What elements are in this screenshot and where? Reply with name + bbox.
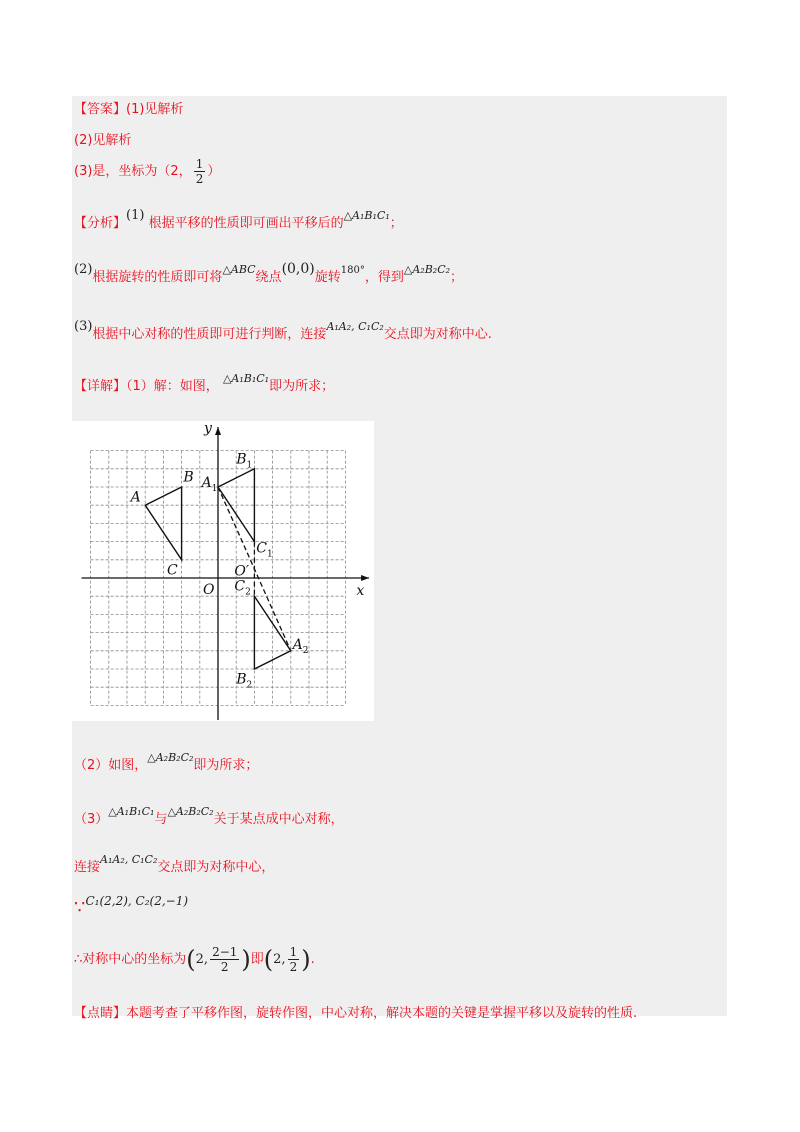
detail-line-1: 【详解】（1）解：如图， $^{\triangle A_1B_1C_1}$即为所求； xyxy=(74,372,335,394)
comment-tag: 【点睛】 xyxy=(74,1006,127,1021)
analysis-tag: 【分析】 xyxy=(74,216,127,231)
coordinate-figure xyxy=(72,421,374,721)
analysis-line-1: 【分析】(1) 根据平移的性质即可画出平移后的$^{\triangle A_1B_1C_1}$； xyxy=(74,208,403,231)
detail-line-6: ∴对称中心的坐标为(2, $\frac{2-1}{2}$ )即(2, $\frac{1}{2}$ ). xyxy=(74,945,315,974)
label-y: y xyxy=(204,421,212,437)
x-axis-arrow xyxy=(361,575,369,581)
label-b1: $B_1$ xyxy=(236,451,253,471)
label-c2: $C_2$ xyxy=(234,578,251,598)
label-c: C xyxy=(167,562,178,579)
detail-line-4: 连接$^{A_1A_2, C_1C_2}$交点即为对称中心， xyxy=(74,853,275,875)
label-origin: O xyxy=(203,582,215,598)
analysis-line-3: (3)根据中心对称的性质即可进行判断，连接$^{A_1A_2, C_1C_2}$交点即为对称中心. xyxy=(74,319,492,342)
label-a: A xyxy=(130,489,141,506)
answer-part-3: (3)是，坐标为（2， xyxy=(74,164,192,179)
detail-tag: 【详解】 xyxy=(74,379,127,394)
label-x: x xyxy=(356,583,365,599)
answer-tag: 【答案】 xyxy=(74,102,127,117)
answer-part-1: (1)见解析 xyxy=(126,102,184,117)
math-a1b1c1: △A₁B₁C₁ xyxy=(343,209,390,222)
detail-line-2: （2）如图，$^{\triangle A_2B_2C_2}$即为所求； xyxy=(74,751,259,773)
because-symbol: ∵ xyxy=(74,897,86,918)
answer-line-2: (2)见解析 xyxy=(74,133,132,148)
coordinate-grid xyxy=(72,421,374,721)
label-a1: $A_1$ xyxy=(201,475,218,494)
comment-line: 【点睛】本题考查了平移作图，旋转作图，中心对称，解决本题的关键是掌握平移以及旋转的性质. xyxy=(74,1006,638,1021)
label-o-prime: O′ xyxy=(234,563,250,580)
answer-line-3: (3)是，坐标为（2， $\frac{1}{2}$ ） xyxy=(74,157,221,186)
answer-fraction: $\frac{1}{2}$ xyxy=(195,157,204,186)
label-c1: $C_1$ xyxy=(256,540,273,560)
label-b2: $B_2$ xyxy=(236,671,253,691)
label-b: B xyxy=(183,469,194,486)
detail-line-3: $(3)^{\triangle A_1B_1C_1}$与$^{\triangle A_2B_2C_2}$关于某点成中心对称， xyxy=(74,805,344,827)
label-a2: $A_2$ xyxy=(292,636,309,656)
detail-line-5: ∵C₁(2,2), C₂(2,−1) xyxy=(74,894,189,918)
y-axis-arrow xyxy=(215,427,221,435)
answer-line-1 xyxy=(74,98,183,117)
analysis-line-2: (2)根据旋转的性质即可将$^{\triangle ABC}$绕点(0,0)旋转$^{180^\circ}$，得到$^{\triangle A_2B_2C_2}$； xyxy=(74,261,464,285)
